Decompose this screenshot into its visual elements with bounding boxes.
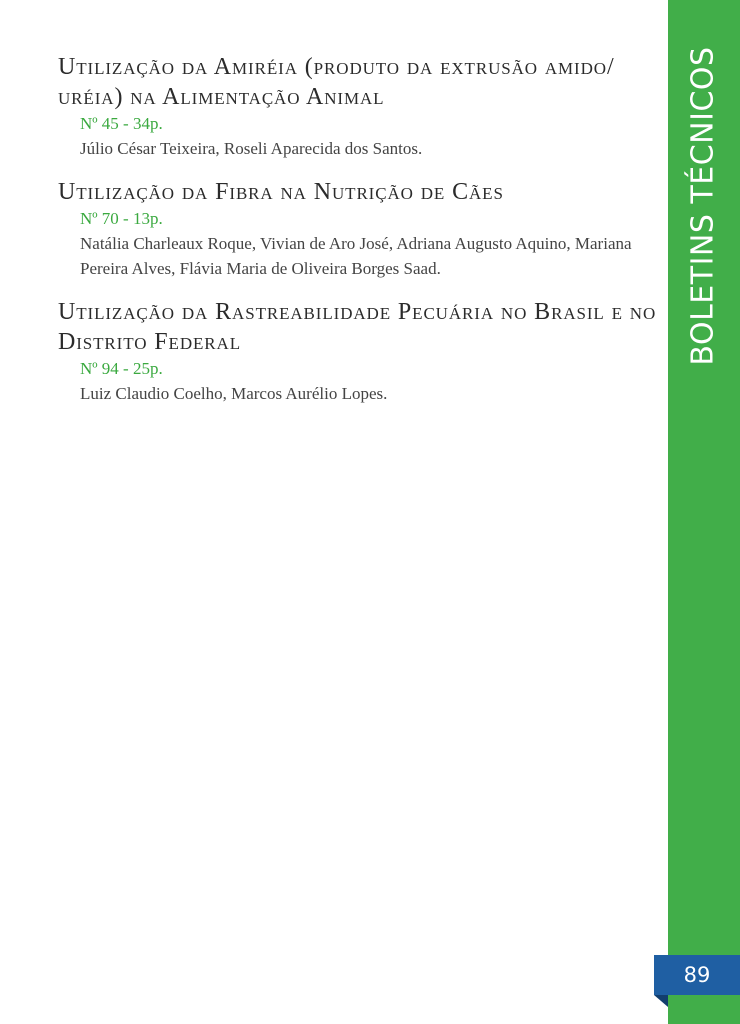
bulletin-authors: Júlio César Teixeira, Roseli Aparecida dos Santos. (80, 139, 423, 158)
bulletin-number: Nº 45 - 34p. (80, 114, 163, 133)
bulletin-number: Nº 94 - 25p. (80, 359, 163, 378)
page-tab-fold (654, 995, 668, 1007)
bulletin-number: Nº 70 - 13p. (80, 209, 163, 228)
bulletin-entry (58, 177, 658, 281)
bulletin-entry (58, 297, 658, 406)
bulletin-title: Utilização da Rastreabilidade Pecuária no Brasil e no Distrito Federal (58, 299, 657, 355)
section-label: BOLETINS TÉCNICOS (685, 46, 721, 366)
bulletin-title: Utilização da Amiréia (produto da extrusão amido/ uréia) na Alimentação Animal (58, 54, 615, 110)
bulletin-title: Utilização da Fibra na Nutrição de Cães (58, 179, 504, 205)
bulletin-authors: Luiz Claudio Coelho, Marcos Aurélio Lopes. (80, 384, 388, 403)
bulletin-list (58, 52, 658, 422)
bulletin-entry (58, 52, 658, 161)
bulletin-authors: Natália Charleaux Roque, Vivian de Aro José, Adriana Augusto Aquino, Mariana Pereira Alves, Flávia Maria de Oliveira Borges Saad. (80, 234, 632, 278)
page-number: 89 (683, 963, 711, 987)
